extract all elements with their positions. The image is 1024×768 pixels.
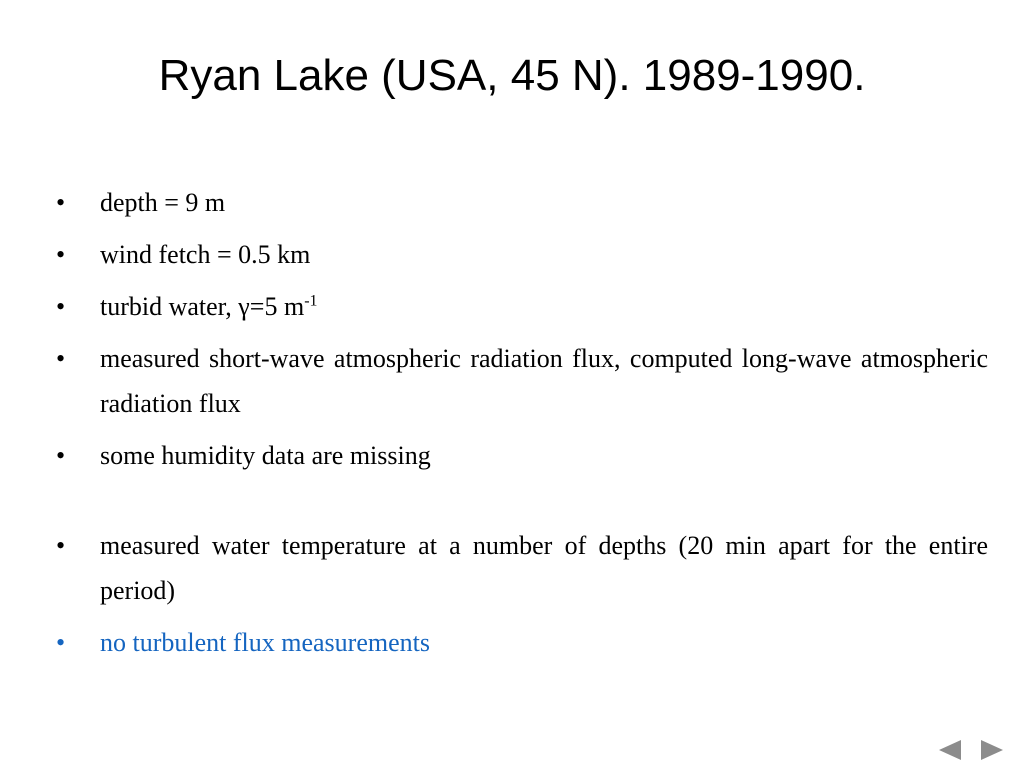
bullet-marker: • <box>56 531 66 560</box>
bullet-depth <box>56 180 988 225</box>
bullet-text: measured water temperature at a number of depths (20 min apart for the entire period) <box>100 531 988 605</box>
bullet-wind-fetch <box>56 232 988 277</box>
slide-navigation <box>936 736 1006 764</box>
bullet-turbid-water <box>56 284 988 329</box>
bullet-marker: • <box>56 628 66 657</box>
bullet-marker: • <box>56 188 66 217</box>
previous-slide-button[interactable] <box>936 736 964 764</box>
bullet-marker: • <box>56 292 66 321</box>
bullet-marker: • <box>56 240 66 269</box>
bullet-text: some humidity data are missing <box>100 441 431 470</box>
bullet-humidity <box>56 433 988 478</box>
bullet-text: depth = 9 m <box>100 188 226 217</box>
bullet-list <box>56 180 988 672</box>
bullet-superscript: -1 <box>304 292 318 310</box>
bullet-turbulent-flux <box>56 620 988 665</box>
slide-title: Ryan Lake (USA, 45 N). 1989-1990. <box>158 51 866 100</box>
bullet-marker: • <box>56 441 66 470</box>
bullet-text: no turbulent flux measurements <box>100 628 430 657</box>
next-slide-button[interactable] <box>978 736 1006 764</box>
bullet-text: turbid water, γ=5 m <box>100 292 305 321</box>
triangle-left-icon <box>937 738 963 762</box>
bullet-marker: • <box>56 344 66 373</box>
bullet-text: measured short-wave atmospheric radiation flux, computed long-wave atmospheric radiation flux <box>100 344 988 418</box>
triangle-right-icon <box>979 738 1005 762</box>
bullet-text: wind fetch = 0.5 km <box>100 240 311 269</box>
bullet-radiation-flux <box>56 336 988 426</box>
bullet-water-temperature <box>56 523 988 613</box>
